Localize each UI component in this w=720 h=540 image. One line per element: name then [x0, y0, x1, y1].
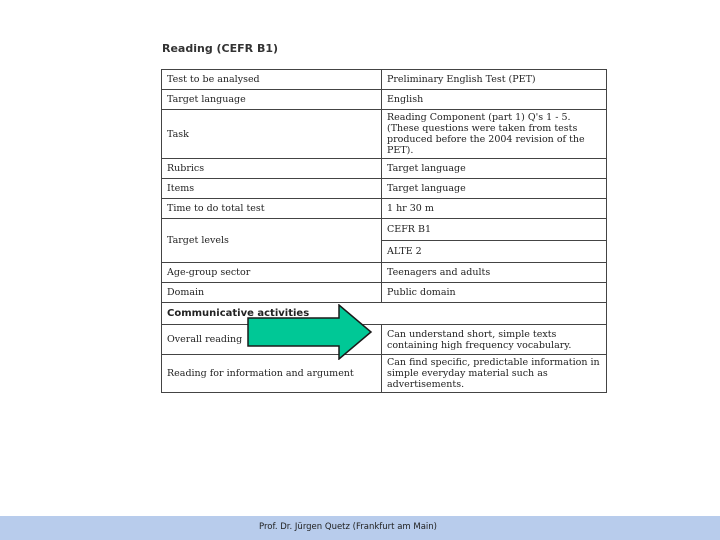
row-value: 1 hr 30 m [382, 199, 607, 219]
row-label: Target language [162, 90, 382, 110]
table-section-header [162, 303, 607, 325]
row-label: Target levels [162, 219, 382, 263]
row-label: Reading for information and argument [162, 355, 382, 393]
row-value: CEFR B1 [382, 219, 607, 241]
right-arrow-icon [247, 304, 373, 360]
row-label: Domain [162, 283, 382, 303]
table-row [162, 219, 607, 241]
table-row [162, 179, 607, 199]
table-row [162, 159, 607, 179]
row-label: Time to do total test [162, 199, 382, 219]
row-label: Age-group sector [162, 263, 382, 283]
row-label: Rubrics [162, 159, 382, 179]
row-value: Preliminary English Test (PET) [382, 70, 607, 90]
table-row [162, 355, 607, 393]
row-label: Items [162, 179, 382, 199]
section-label: Communicative activities [162, 303, 607, 325]
page-heading: Reading (CEFR B1) [162, 42, 279, 55]
row-value: ALTE 2 [382, 241, 607, 263]
row-value: Public domain [382, 283, 607, 303]
table-row [162, 325, 607, 355]
table-row [162, 110, 607, 159]
table-row [162, 90, 607, 110]
table-row [162, 199, 607, 219]
footer-text: Prof. Dr. Jürgen Quetz (Frankfurt am Main) [259, 522, 437, 532]
row-value: Teenagers and adults [382, 263, 607, 283]
row-value: Target language [382, 159, 607, 179]
footer-bar [0, 516, 720, 540]
row-value: Target language [382, 179, 607, 199]
row-label: Task [162, 110, 382, 159]
row-label: Overall reading [162, 325, 382, 355]
table-row [162, 70, 607, 90]
row-value: Can find specific, predictable information in simple everyday material such as advertisements. [382, 355, 607, 393]
row-label: Test to be analysed [162, 70, 382, 90]
table-row [162, 263, 607, 283]
row-value: English [382, 90, 607, 110]
table-row [162, 283, 607, 303]
test-analysis-table [161, 69, 607, 393]
row-value: Can understand short, simple texts containing high frequency vocabulary. [382, 325, 607, 355]
row-value: Reading Component (part 1) Q's 1 - 5. (These questions were taken from tests produced before the 2004 revision of the PET). [382, 110, 607, 159]
